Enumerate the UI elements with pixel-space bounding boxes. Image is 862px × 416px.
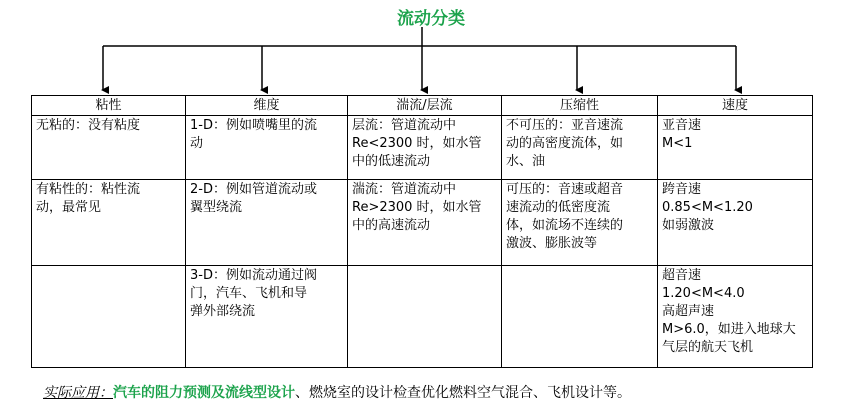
cell-line: 气层的航天飞机 [662,340,754,355]
cell-line: 1-D：例如喷嘴里的流 [190,118,317,133]
cell-line: 如弱激波 [662,218,715,233]
cell-line: 0.85<M<1.20 [662,200,753,215]
cell-line: 湍流：管道流动中 [352,182,457,197]
header-viscosity: 粘性 [32,96,186,116]
application-rest: 、燃烧室的设计检查优化燃料空气混合、飞机设计等。 [295,385,631,401]
cell-line: 不可压的：亚音速流 [506,118,624,133]
cell-line: 1.20<M<4.0 [662,286,745,301]
application-highlight: 汽车的阻力预测及流线型设计 [113,385,295,401]
cell-compressible [502,180,658,266]
cell-line: 亚音速 [662,118,702,133]
cell-line: 门，汽车、飞机和导 [190,286,308,301]
cell-line: 无粘的：没有粘度 [36,118,141,133]
cell-supersonic [658,266,813,368]
cell-line: 激波、膨胀波等 [506,236,598,251]
cell-line: 水、油 [506,154,546,169]
diagram-title: 流动分类 [397,9,465,29]
cell-line: 跨音速 [662,182,702,197]
cell-line: Re>2300 时，如水管 [352,200,482,215]
cell-line: 层流：管道流动中 [352,118,457,133]
cell-line: 3-D：例如流动通过阀 [190,268,317,283]
cell-empty [502,266,658,368]
cell-line: 动 [190,136,204,151]
cell-inviscid [32,116,186,180]
cell-line: 高超声速 [662,304,715,319]
cell-transonic [658,180,813,266]
cell-empty [348,266,502,368]
cell-line: 有粘性的：粘性流 [36,182,141,197]
classification-tree-connectors [0,0,862,95]
cell-line: 动的高密度流体，如 [506,136,624,151]
cell-laminar [348,116,502,180]
cell-line: 中的高速流动 [352,218,431,233]
cell-line: Re<2300 时，如水管 [352,136,482,151]
cell-viscous [32,180,186,266]
header-turbulence: 湍流/层流 [348,96,502,116]
cell-empty [32,266,186,368]
header-dimension: 维度 [186,96,348,116]
cell-3d [186,266,348,368]
cell-line: 速流动的低密度流 [506,200,611,215]
cell-turbulent [348,180,502,266]
cell-line: M>6.0，如进入地球大 [662,322,796,337]
cell-line: 可压的：音速或超音 [506,182,624,197]
cell-line: 动，最常见 [36,200,102,215]
cell-line: 弹外部绕流 [190,304,256,319]
header-row [32,96,813,116]
cell-subsonic [658,116,813,180]
cell-line: M<1 [662,136,693,151]
table-row [32,266,813,368]
cell-incompressible [502,116,658,180]
cell-2d [186,180,348,266]
cell-line: 2-D：例如管道流动或 [190,182,317,197]
header-compressibility: 压缩性 [502,96,658,116]
application-note [43,382,631,402]
cell-line: 翼型绕流 [190,200,243,215]
classification-table [31,95,813,368]
application-label: 实际应用： [43,385,113,401]
cell-line: 体，如流场不连续的 [506,218,624,233]
table-row [32,116,813,180]
table-row [32,180,813,266]
header-speed: 速度 [658,96,813,116]
cell-1d [186,116,348,180]
cell-line: 中的低速流动 [352,154,431,169]
cell-line: 超音速 [662,268,702,283]
